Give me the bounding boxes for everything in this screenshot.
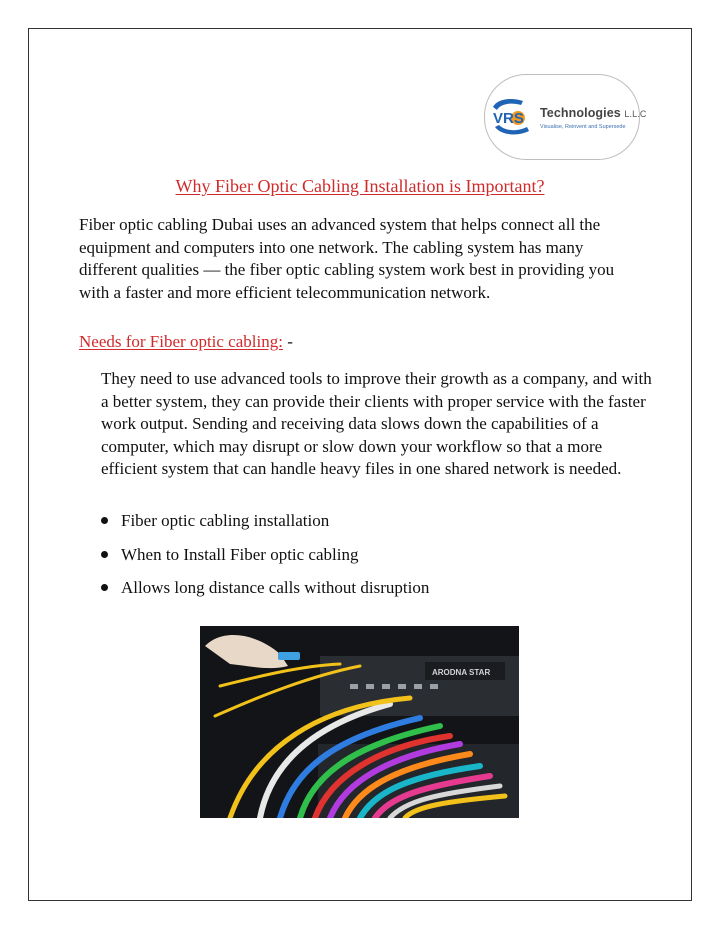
- patch-panel-illustration: [200, 626, 519, 818]
- needs-heading-suffix: -: [282, 332, 293, 351]
- needs-paragraph: They need to use advanced tools to improve their growth as a company, and with a better system, they can provide their clients with proper service with the faster work output. Sending and receiving data slows down the capabilities of a computer, which may disrupt or slow down your workflow so that a more efficient system that can handle heavy files in one shared network is needed.: [101, 369, 652, 478]
- logo-mark-text: VRS: [493, 110, 524, 127]
- vrs-logo-mark-icon: [491, 97, 535, 137]
- logo-suffix: L.L.C: [624, 109, 647, 119]
- needs-heading-link[interactable]: Needs for Fiber optic cabling:: [79, 332, 283, 351]
- list-item: [101, 544, 429, 578]
- logo-name: Technologies: [540, 106, 621, 120]
- list-item: [101, 577, 429, 611]
- needs-heading: [79, 331, 293, 353]
- company-logo: [484, 74, 647, 160]
- bullet-icon: [101, 551, 108, 558]
- logo-wordmark: [540, 106, 646, 120]
- fiber-optic-patch-panel-photo: [200, 626, 519, 818]
- bullet-icon: [101, 584, 108, 591]
- bullet-icon: [101, 517, 108, 524]
- logo-tagline: Visualise, Reinvent and Supersede: [540, 124, 626, 130]
- intro-paragraph: Fiber optic cabling Dubai uses an advanced system that helps connect all the equipment and computers into one network. The cabling system has many different qualities — the fiber optic cabling system work best in providing you with a faster and more efficient telecommunication network.: [79, 215, 615, 302]
- list-item-text: Fiber optic cabling installation: [121, 511, 330, 530]
- device-label: ARODNA STAR: [432, 668, 491, 677]
- list-item: [101, 510, 429, 544]
- list-item-text: When to Install Fiber optic cabling: [121, 544, 359, 564]
- bullet-list: [101, 510, 429, 611]
- page-title: Why Fiber Optic Cabling Installation is Important?: [175, 176, 545, 196]
- list-item-text: Allows long distance calls without disruption: [121, 578, 430, 597]
